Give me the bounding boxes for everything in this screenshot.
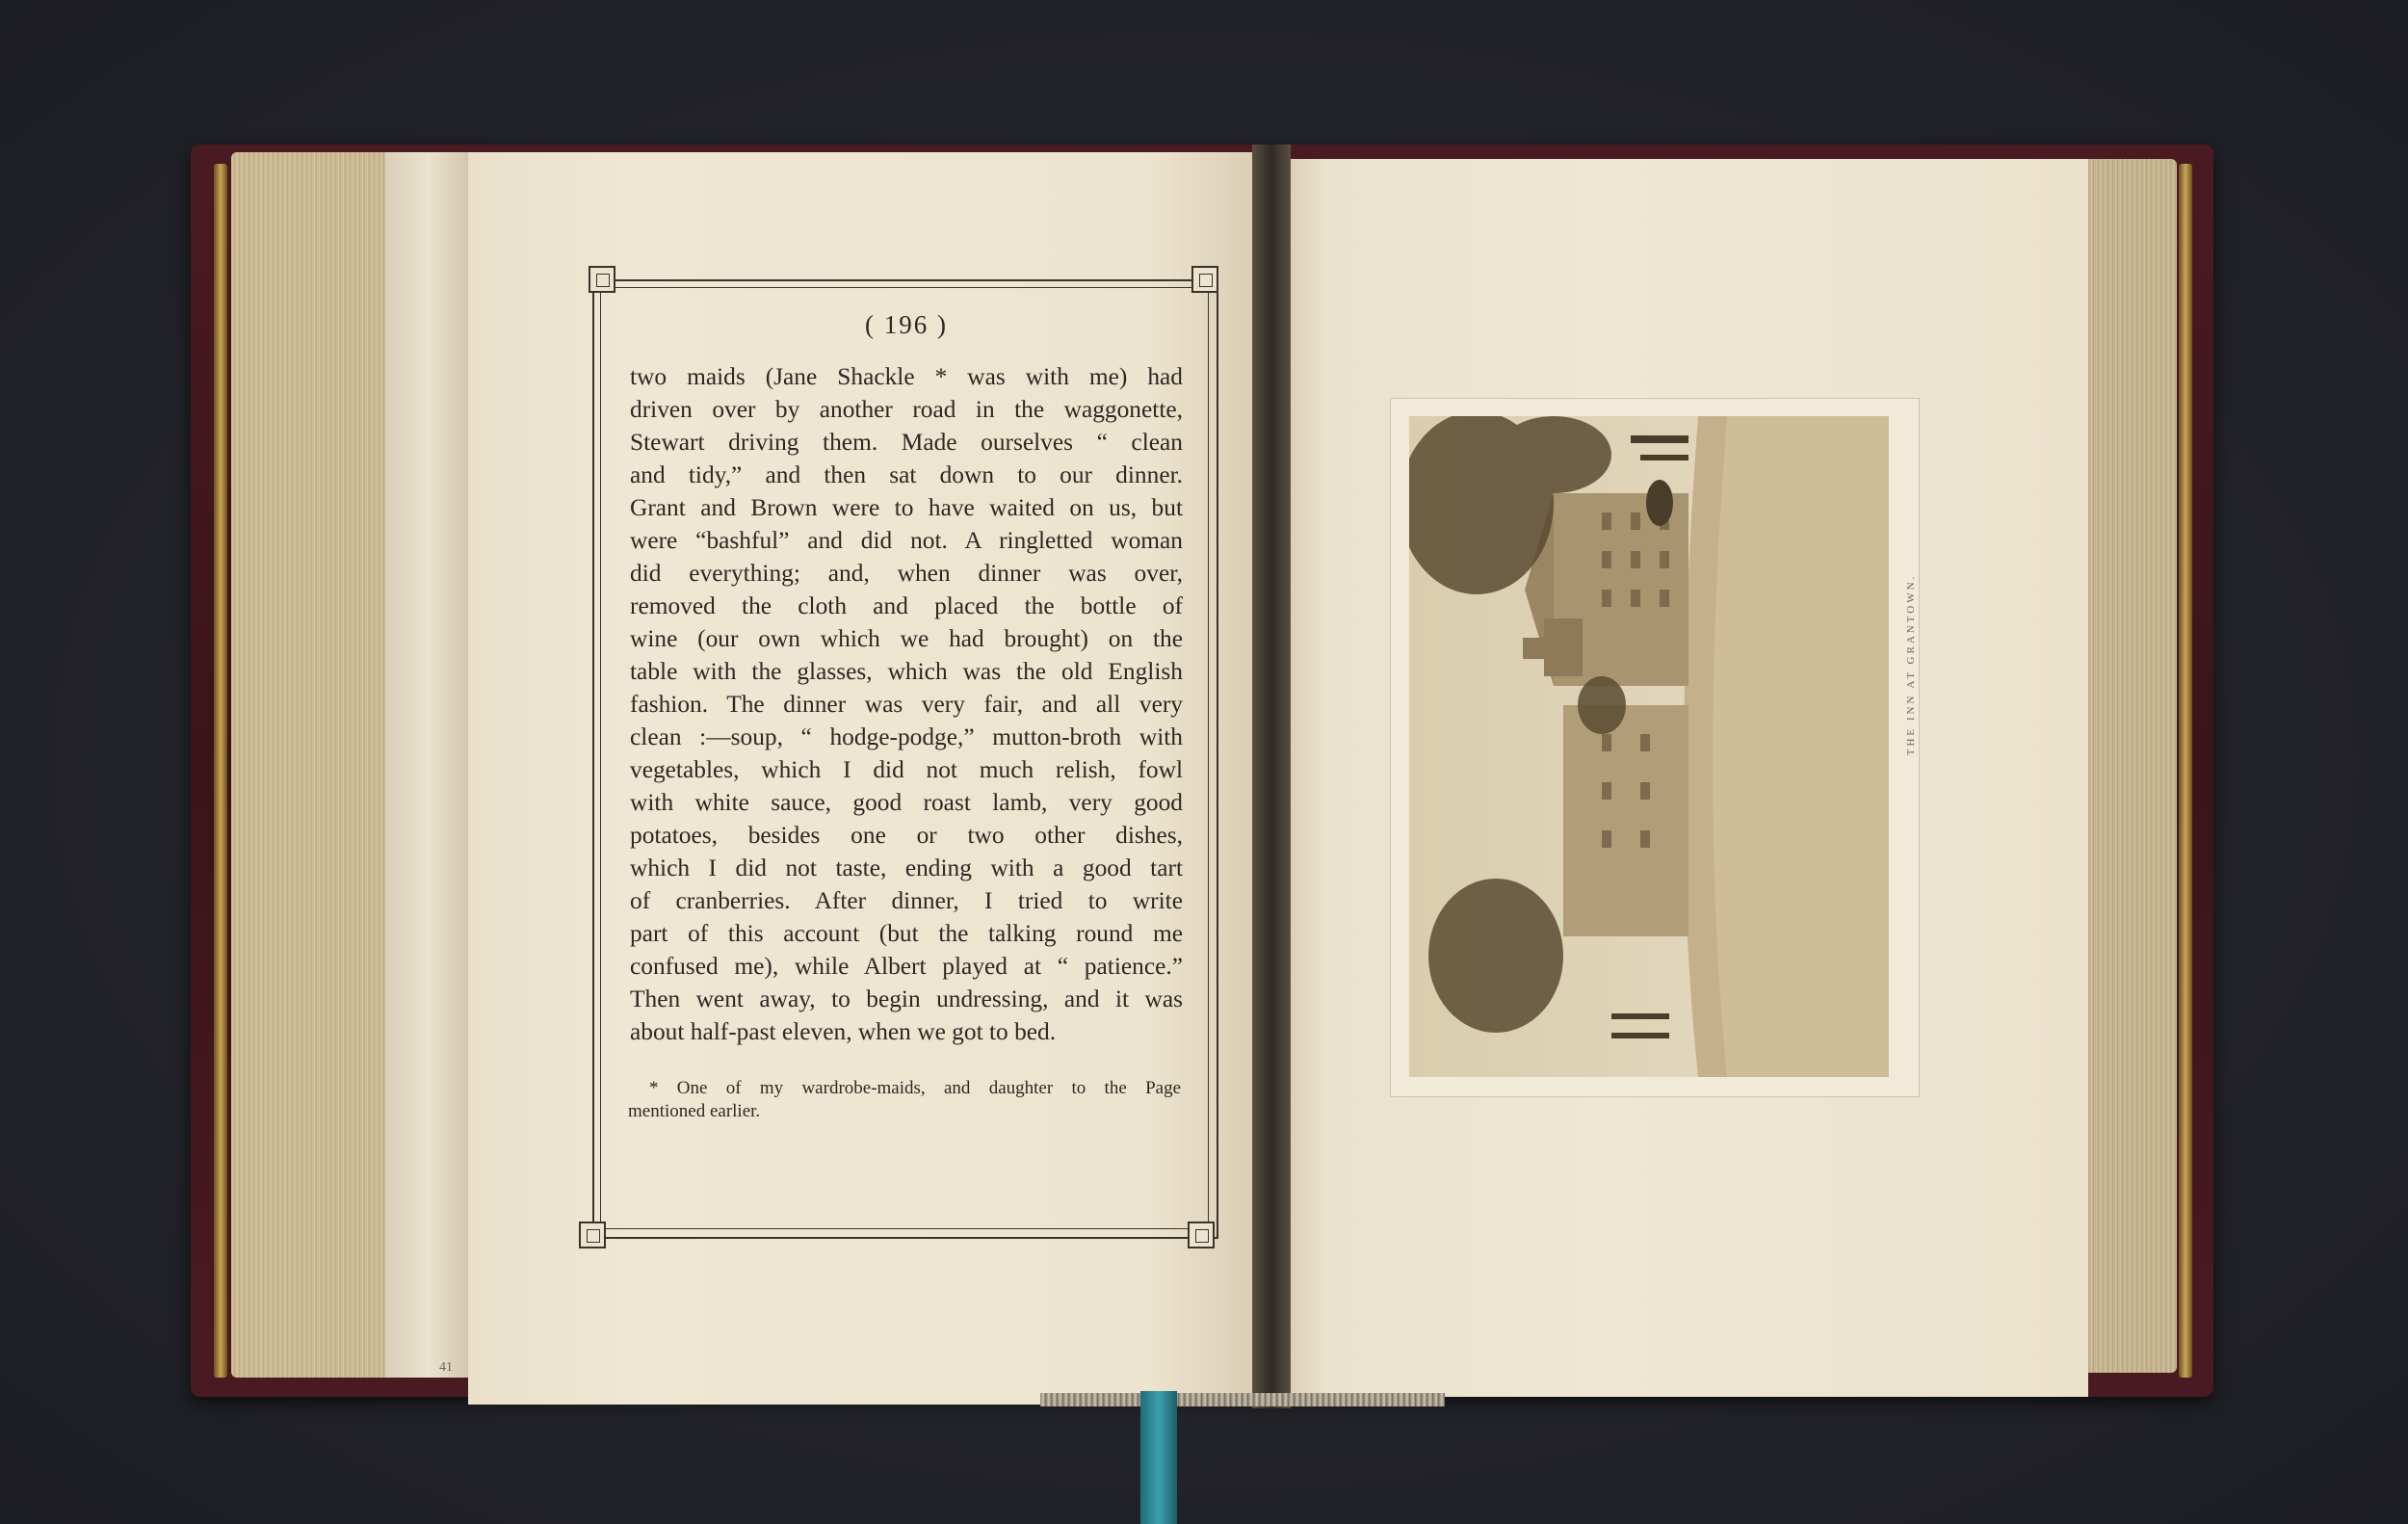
- text-line: driven over by another road in the waggonette,: [630, 396, 1183, 423]
- ribbon-bookmark[interactable]: [1140, 1391, 1177, 1524]
- text-line: did everything; and, when dinner was over,: [630, 560, 1183, 587]
- book-gutter: [1252, 145, 1291, 1408]
- text-line: and tidy,” and then sat down to our dinner.: [630, 461, 1183, 488]
- frame-corner-bottom-right: [1188, 1222, 1215, 1248]
- text-line: vegetables, which I did not much relish, fowl: [630, 756, 1183, 783]
- text-line: wine (our own which we had brought) on the: [630, 625, 1183, 652]
- page-number: ( 196 ): [865, 310, 948, 339]
- frame-corner-top-left: [589, 266, 615, 293]
- text-line: with white sauce, good roast lamb, very good: [630, 789, 1183, 816]
- footnote: [628, 1077, 1181, 1123]
- pencil-margin-note: 41: [439, 1360, 453, 1375]
- text-line: fashion. The dinner was very fair, and all very: [630, 691, 1183, 718]
- text-line: were “bashful” and did not. A ringletted woman: [630, 527, 1183, 554]
- text-line: confused me), while Albert played at “ patience.”: [630, 953, 1183, 980]
- plate-caption: THE INN AT GRANTOWN.: [1905, 573, 1917, 756]
- photograph-illustration: [1409, 416, 1889, 1077]
- text-line: Then went away, to begin undressing, and it was: [630, 985, 1183, 1012]
- text-line: potatoes, besides one or two other dishes,: [630, 822, 1183, 849]
- gilt-edge-left: [214, 164, 227, 1378]
- gilt-edge-right: [2179, 164, 2192, 1378]
- frame-corner-bottom-left: [579, 1222, 606, 1248]
- frame-corner-top-right: [1191, 266, 1218, 293]
- albumen-photograph: [1409, 416, 1889, 1077]
- text-line: Stewart driving them. Made ourselves “ clean: [630, 429, 1183, 456]
- footnote-line: * One of my wardrobe-maids, and daughter to the Page: [649, 1078, 1181, 1098]
- page-stack-left-edge: [385, 152, 472, 1378]
- footnote-line: mentioned earlier.: [628, 1101, 761, 1121]
- text-line: Grant and Brown were to have waited on us, but: [630, 494, 1183, 521]
- text-line: clean :—soup, “ hodge-podge,” mutton-broth with: [630, 723, 1183, 750]
- text-line: two maids (Jane Shackle * was with me) had: [630, 363, 1183, 390]
- page-stack-right: [2081, 159, 2177, 1373]
- text-line: table with the glasses, which was the old English: [630, 658, 1183, 685]
- text-line: about half-past eleven, when we got to bed.: [630, 1018, 1057, 1045]
- body-text: [630, 360, 1183, 1048]
- text-line: which I did not taste, ending with a good tart: [630, 854, 1183, 881]
- text-line: part of this account (but the talking round me: [630, 920, 1183, 947]
- text-line: removed the cloth and placed the bottle of: [630, 592, 1183, 619]
- text-line: of cranberries. After dinner, I tried to write: [630, 887, 1183, 914]
- headband: [1040, 1393, 1445, 1406]
